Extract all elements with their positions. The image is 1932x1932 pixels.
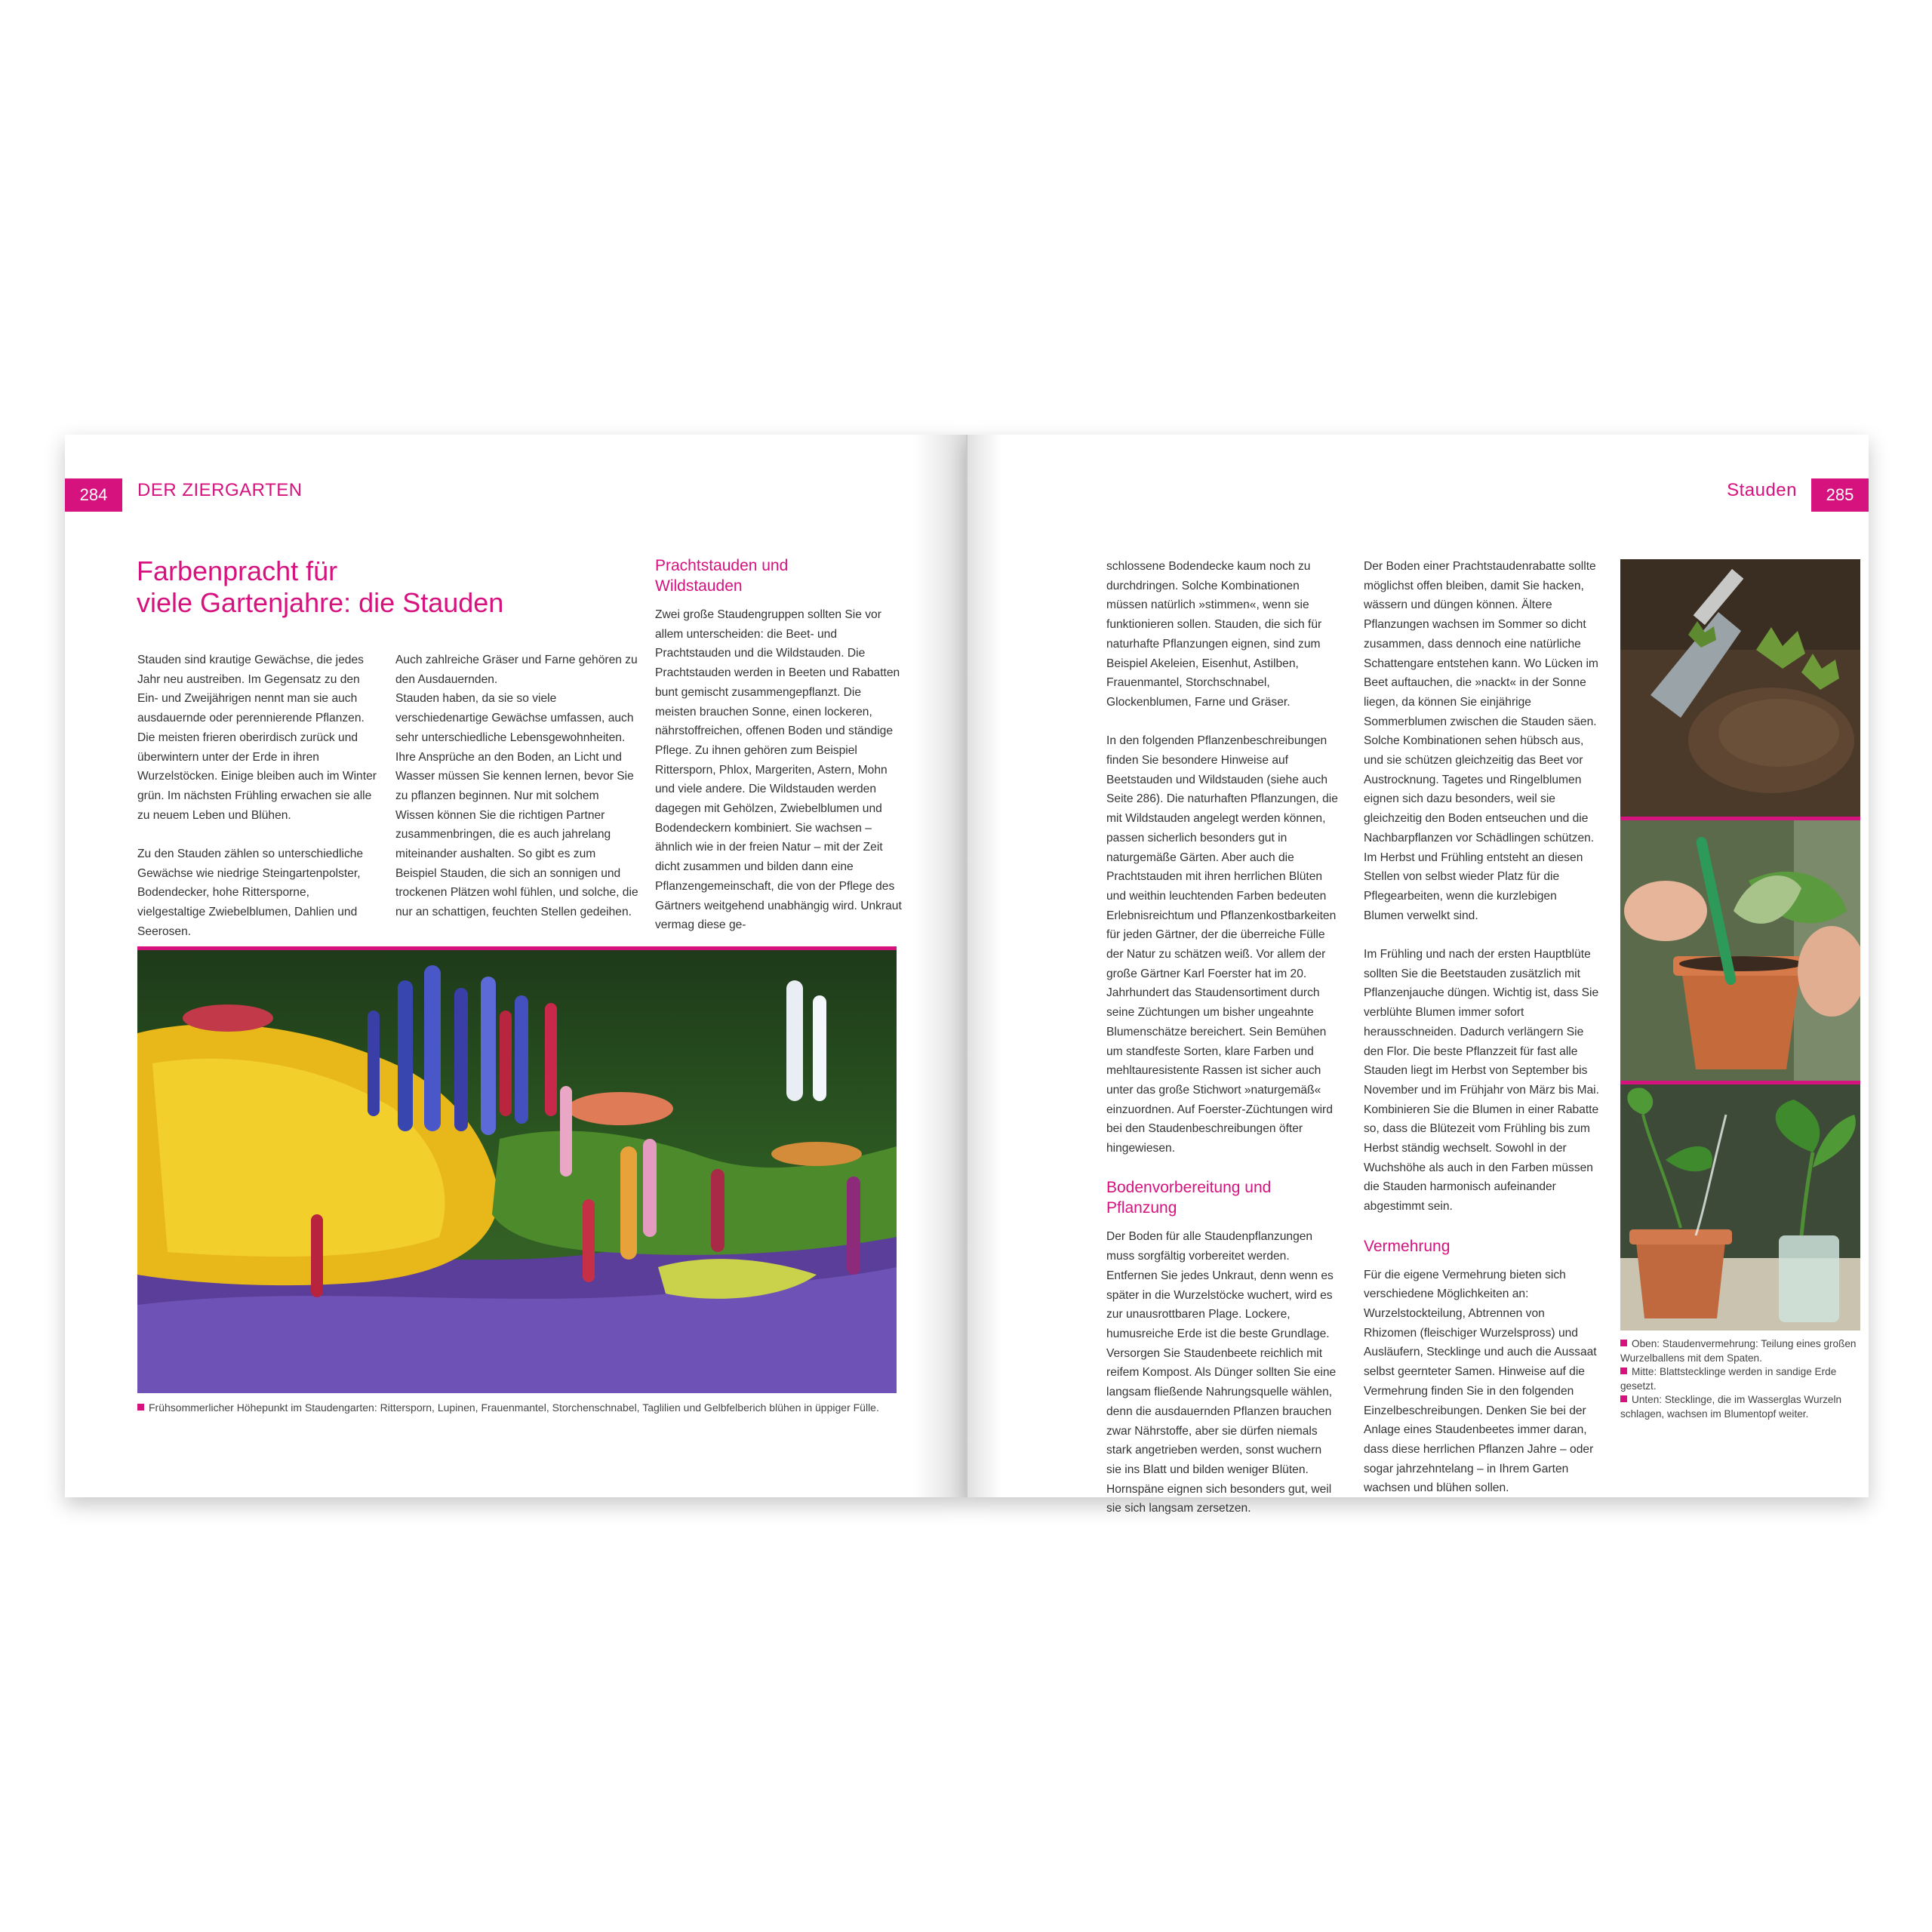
gutter-shadow	[914, 435, 967, 1497]
left-column-1	[137, 651, 379, 942]
section-heading-vermehrung: Vermehrung	[1364, 1237, 1451, 1255]
page-headline	[137, 555, 665, 619]
caption-text: Frühsommerlicher Höhepunkt im Staudengarten: Rittersporn, Lupinen, Frauenmantel, Storchenschnabel, Taglilien und Gelbfelberich blühen in üppiger Fülle.	[149, 1401, 879, 1414]
caption-text: Mitte: Blattstecklinge werden in sandige Erde gesetzt.	[1620, 1366, 1837, 1392]
headline-line-2: viele Gartenjahre: die Stauden	[137, 587, 504, 618]
gutter-shadow	[967, 435, 1001, 1497]
caption-bottom	[1620, 1393, 1862, 1421]
paragraph: In den folgenden Pflanzenbeschreibungen finden Sie besondere Hinweise auf Beetstauden und Wildstauden (siehe auch Seite 286). Die naturhaften Pflanzungen, die mit Wildstauden angelegt werden können, passen sicherlich besonders gut in naturgemäße Gärten. Aber auch die Prachtstauden mit ihren herrlichen Blüten und weithin leuchtenden Farben bedeuten Erlebnisreichtum und Pflanzenkostbarkeiten für jeden Gärtner, der die überreiche Fülle der Natur zu schätzen weiß. Vor allem der große Gärtner Karl Foerster hat im 20. Jahrhundert das Staudensortiment durch seine Züchtungen um bisher ungeahnte Blumenschätze bereichert. Sein Bemühen um standfeste Sorten, klare Farben und mehltauresistente Rassen ist sicher auch unter das große Stichwort »naturgemäß« einzuordnen. Auf Foerster-Züchtungen wird bei den Staudenbeschreibungen öfter hingewiesen.	[1106, 734, 1338, 1155]
garden-photo	[137, 946, 897, 1393]
caption-marker	[137, 1404, 144, 1411]
page-number-right: 285	[1811, 478, 1869, 512]
photo-water-cuttings	[1620, 1084, 1860, 1331]
right-column-2	[1364, 557, 1599, 1498]
paragraph: Der Boden für alle Staudenpflanzungen muss sorgfältig vorbereitet werden. Entfernen Sie jedes Unkraut, denn wenn es später in die Wurzelstöcke wuchert, wird es zur unausrottbaren Plage. Lockere, humusreiche Erde ist die beste Grundlage. Versorgen Sie Staudenbeete reichlich mit reifem Kompost. Als Dünger sollten Sie eine langsam fließende Nahrungsquelle wählen, denn die ausdauernden Pflanzen brauchen zwar Nährstoffe, aber sie dürfen niemals stark angetrieben werden, sonst wuchern sie ins Blatt und bilden weniger Blüten. Hornspäne eignen sich besonders gut, weil sie sich langsam zersetzen.	[1106, 1230, 1337, 1515]
right-column-1	[1106, 557, 1339, 1518]
paragraph: Zwei große Staudengruppen sollten Sie vor allem unterscheiden: die Beet- und Prachtstauden und die Wildstauden. Die Prachtstauden werden in Beeten und Rabatten bunt gemischt zusammengepflanzt. Die meisten brauchen Sonne, einen lockeren, nährstoffreichen, offenen Boden und ständige Pflege. Zu ihnen gehören zum Beispiel Rittersporn, Phlox, Margeriten, Astern, Mohn und viele andere. Die Wildstauden werden dagegen mit Gehölzen, Zwiebelblumen und Bodendeckern kombiniert. Sie wachsen – ähnlich wie in der freien Natur – mit der Zeit dicht zusammen und bilden dann eine Pflanzengemeinschaft, die von der Pflege des Gärtners weitgehend unabhängig wird. Unkraut vermag diese ge-	[655, 608, 902, 932]
caption-marker	[1620, 1395, 1627, 1402]
paragraph: schlossene Bodendecke kaum noch zu durchdringen. Solche Kombinationen müssen natürlich »stimmen«, wenn sie funktionieren sollen. Stauden, die sich für naturhafte Pflanzungen eignen, sind zum Beispiel Akeleien, Eisenhut, Astilben, Frauenmantel, Storchschnabel, Glockenblumen, Farne und Gräser.	[1106, 560, 1322, 709]
caption-middle	[1620, 1365, 1862, 1393]
photo-leaf-cuttings	[1620, 820, 1860, 1084]
running-head-left: DER ZIERGARTEN	[137, 480, 303, 500]
paragraph: Stauden haben, da sie so viele verschiedenartige Gewächse umfassen, auch sehr unterschiedliche Lebensgewohnheiten. Ihre Ansprüche an den Boden, an Licht und Wasser müssen Sie kennen lernen, bevor Sie zu pflanzen beginnen. Nur mit solchem Wissen können Sie die richtigen Partner zusammenbringen, die es auch jahrelang miteinander aushalten. So gibt es zum Beispiel Stauden, die sich an sonnigen und trockenen Plätzen wohl fühlen, und solche, die nur an schattigen, feuchten Stellen gedeihen.	[395, 692, 638, 919]
paragraph: Zu den Stauden zählen so unterschiedliche Gewächse wie niedrige Steingartenpolster, Bodendecker, hohe Rittersporne, vielgestaltige Zwiebelblumen, Dahlien und Seerosen.	[137, 848, 364, 938]
caption-text: Unten: Stecklinge, die im Wasserglas Wurzeln schlagen, wachsen im Blumentopf weiter.	[1620, 1394, 1842, 1420]
book-spread	[65, 435, 1869, 1515]
spine-fold	[966, 435, 968, 1497]
garden-photo-caption	[137, 1401, 900, 1415]
subhead-line-2: Wildstauden	[655, 577, 743, 595]
paragraph: Im Frühling und nach der ersten Hauptblüte sollten Sie die Beetstauden zusätzlich mit Pflanzenjauche düngen. Wichtig ist, dass Sie verblühte Blumen immer sofort herausschneiden. Dadurch verlängern Sie den Flor. Die beste Pflanzzeit für fast alle Stauden liegt im Herbst von September bis November und im Frühjahr von März bis Mai. Kombinieren Sie die Blumen in einer Rabatte so, dass die Blütezeit vom Frühling bis zum Herbst ständig wechselt. Sowohl in der Wuchshöhe als auch in den Farben müssen die Stauden harmonisch aufeinander abgestimmt sein.	[1364, 948, 1599, 1214]
caption-text: Oben: Staudenvermehrung: Teilung eines großen Wurzelballens mit dem Spaten.	[1620, 1338, 1857, 1364]
caption-marker	[1620, 1367, 1627, 1374]
left-column-3	[655, 555, 904, 935]
running-head-right: Stauden	[1727, 480, 1797, 500]
section-heading-bodenvorbereitung: Bodenvorbereitung und Pflanzung	[1106, 1179, 1272, 1217]
right-photo-captions	[1620, 1337, 1862, 1421]
left-column-2	[395, 651, 638, 922]
left-page	[65, 435, 967, 1497]
right-page	[967, 435, 1869, 1515]
subhead-line-1: Prachtstauden und	[655, 557, 789, 574]
photo-root-division	[1620, 559, 1860, 820]
headline-line-1: Farbenpracht für	[137, 555, 338, 586]
page-number-left: 284	[65, 478, 122, 512]
paragraph: Für die eigene Vermehrung bieten sich verschiedene Möglichkeiten an: Wurzelstockteilung, Abtrennen von Rhizomen (fleischiger Wurzelspross) und Ausläufern, Stecklinge und auch die Aussaat selbst geernteter Samen. Hinweise auf die Vermehrung finden Sie in den folgenden Einzelbeschreibungen. Denken Sie bei der Anlage eines Staudenbeetes immer daran, dass diese herrlichen Pflanzen Jahre – oder sogar jahrzehntelang – in Ihrem Garten wachsen und blühen sollen.	[1364, 1268, 1597, 1495]
caption-top	[1620, 1337, 1862, 1365]
paragraph: Stauden sind krautige Gewächse, die jedes Jahr neu austreiben. Im Gegensatz zu den Ein- und Zweijährigen nennt man sie auch ausdauernde oder perennierende Pflanzen. Die meisten frieren oberirdisch zurück und überwintern unter der Erde in ihren Wurzelstöcken. Einige bleiben auch im Winter grün. Im nächsten Frühling erwachen sie alle zu neuem Leben und Blühen.	[137, 654, 377, 822]
caption-marker	[1620, 1340, 1627, 1346]
section-heading-prachtstauden	[655, 555, 904, 596]
paragraph: Auch zahlreiche Gräser und Farne gehören zu den Ausdauernden.	[395, 654, 638, 686]
paragraph: Der Boden einer Prachtstaudenrabatte sollte möglichst offen bleiben, damit Sie hacken, wässern und düngen können. Ältere Pflanzungen wachsen im Sommer so dicht zusammen, dass dennoch eine natürliche Schattengare entstehen kann. Wo Lücken im Beet auftauchen, die »nackt« in der Sonne liegen, da können Sie einjährige Sommerblumen zwischen die Stauden säen. Solche Kombinationen sehen hübsch aus, und sie schützen gleichzeitig das Beet vor Austrocknung. Tagetes und Ringelblumen eignen sich dazu besonders, weil sie gleichzeitig den Boden entseuchen und die Nachbarpflanzen vor Schädlingen schützen. Im Herbst und Frühling entsteht an diesen Stellen von selbst wieder Platz für die Pflegearbeiten, wenn die kurzlebigen Blumen verwelkt sind.	[1364, 560, 1598, 922]
